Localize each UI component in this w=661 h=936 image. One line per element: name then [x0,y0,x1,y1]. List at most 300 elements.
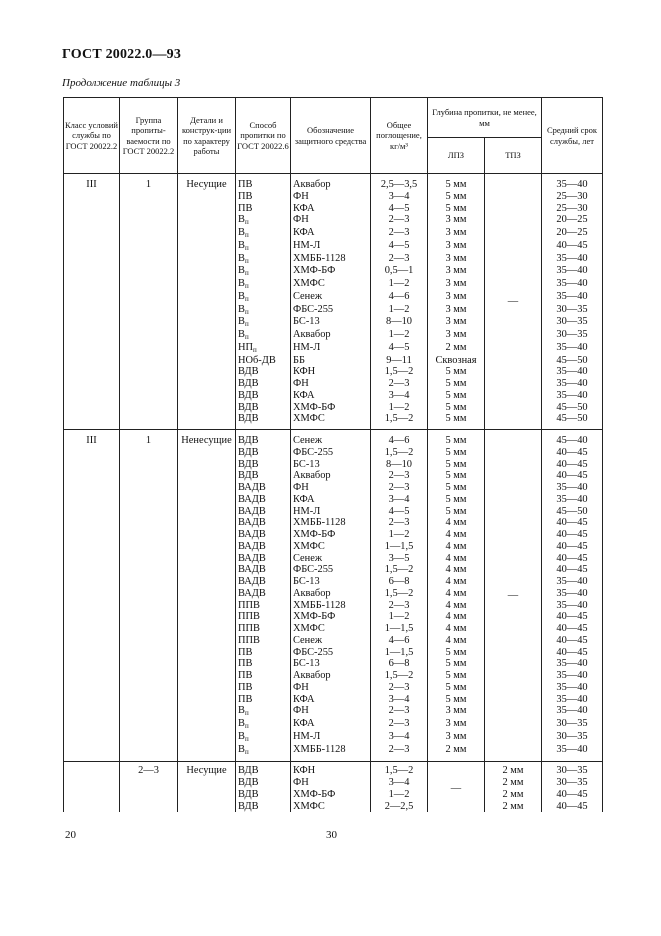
cell-lpz: 5 мм [428,402,485,414]
cell-agent: ФН [291,682,371,694]
table-header [64,98,603,174]
cell-method [236,329,291,342]
cell-agent: БС-13 [291,576,371,588]
cell-lpz: 5 мм [428,670,485,682]
cell-agent: ФН [291,777,371,789]
method-value: ПВ [238,681,253,693]
method-value: ВАДВ [238,540,266,552]
cell-agent: ХМФ-БФ [291,402,371,414]
cell-service-life: 35—40 [542,694,603,706]
cell-agent: НМ-Л [291,731,371,744]
cell-absorption: 1—2 [371,789,428,801]
col-header-depth: Глубина пропитки, не менее, мм [428,98,542,138]
cell-agent: БС-13 [291,316,371,329]
cell-service-life: 35—40 [542,658,603,670]
cell-service-life: 20—25 [542,227,603,240]
cell-method [236,265,291,278]
method-value: ВАДВ [238,482,266,493]
cell-method [236,191,291,203]
cell-lpz: 3 мм [428,214,485,227]
cell-agent: ХМФС [291,801,371,813]
cell-service-life: 40—45 [542,564,603,576]
cell-absorption: 3—4 [371,694,428,706]
cell-absorption: 1—2 [371,329,428,342]
cell-agent: КФА [291,227,371,240]
method-value: ВДВ [238,378,259,389]
method-value: ВАДВ [238,505,266,517]
method-value: ВДВ [238,401,259,413]
cell-lpz: 3 мм [428,278,485,291]
cell-agent: КФН [291,762,371,777]
cell-service-life: 30—35 [542,777,603,789]
cell-agent: ФН [291,378,371,390]
method-value: $НП_п$ [238,341,257,354]
cell-method [236,682,291,694]
table-body [64,174,603,813]
cell-service-life: 40—45 [542,801,603,813]
cell-method [236,355,291,367]
cell-method [236,529,291,541]
cell-lpz: 5 мм [428,647,485,659]
cell-agent: КФА [291,203,371,215]
cell-method [236,789,291,801]
cell-group: 1 [120,435,178,756]
cell-agent: Аквабор [291,588,371,600]
cell-lpz: 3 мм [428,329,485,342]
cell-lpz: 3 мм [428,731,485,744]
cell-lpz: 3 мм [428,718,485,731]
cell-agent: Аквабор [291,179,371,191]
cell-agent: ХМФ-БФ [291,789,371,801]
cell-method [236,647,291,659]
cell-method [236,517,291,529]
cell-agent: ФН [291,191,371,203]
table-row [64,762,603,777]
cell-service-life: 30—35 [542,718,603,731]
cell-tpz: 2 мм [485,789,542,801]
cell-agent: БС-13 [291,459,371,471]
cell-agent: ФБС-255 [291,447,371,459]
method-value: ППВ [238,599,260,611]
cell-lpz: 5 мм [428,413,485,425]
cell-absorption: 6—8 [371,576,428,588]
document-title: ГОСТ 20022.0—93 [62,47,182,62]
cell-method [236,705,291,718]
cell-method [236,390,291,402]
method-value: $В_п$ [238,316,249,329]
cell-service-life: 35—40 [542,705,603,718]
cell-agent: Аквабор [291,329,371,342]
impregnation-table [63,97,603,812]
cell-absorption: 1,5—2 [371,366,428,378]
cell-agent: ФБС-255 [291,647,371,659]
cell-agent: ХМФ-БФ [291,611,371,623]
cell-service-life: 35—40 [542,179,603,191]
cell-agent: ФН [291,705,371,718]
cell-absorption: 4—5 [371,240,428,253]
col-header-lpz: ЛПЗ [428,138,485,174]
cell-group: 1 [120,179,178,425]
cell-agent: ХМФС [291,413,371,425]
cell-service-life: 35—40 [542,682,603,694]
method-value: $В_п$ [238,239,249,252]
cell-absorption: 1—2 [371,529,428,541]
cell-absorption: 4—6 [371,435,428,447]
cell-service-life: 40—45 [542,647,603,659]
cell-absorption: 8—10 [371,316,428,329]
cell-method [236,553,291,565]
cell-service-life: 45—40 [542,435,603,447]
cell-method [236,227,291,240]
method-value: ВДВ [238,413,259,425]
cell-method [236,413,291,425]
method-value: ВАДВ [238,564,266,576]
cell-service-life: 45—50 [542,413,603,425]
cell-service-life: 25—30 [542,191,603,203]
cell-service-life: 35—40 [542,278,603,291]
method-value: ВДВ [238,389,259,401]
cell-lpz: 4 мм [428,588,485,600]
cell-method [236,576,291,588]
cell-method [236,744,291,757]
method-value: ППВ [238,623,260,634]
cell-method [236,731,291,744]
method-value: $В_п$ [238,718,249,730]
col-header-group: Группа пропиты-ваемости по ГОСТ 20022.2 [120,98,178,174]
cell-service-life: 40—45 [542,553,603,565]
cell-absorption: 4—6 [371,291,428,304]
cell-absorption: 3—4 [371,777,428,789]
cell-agent: Сенеж [291,635,371,647]
cell-class: III [64,435,120,756]
cell-method [236,470,291,482]
cell-lpz: 4 мм [428,623,485,635]
cell-method [236,378,291,390]
method-value: ВАДВ [238,517,266,529]
method-value: ВДВ [238,800,259,812]
cell-absorption: 0,5—1 [371,265,428,278]
cell-method [236,762,291,777]
table-row [64,435,603,447]
method-value: ВДВ [238,777,259,788]
cell-agent: ХМББ-1128 [291,744,371,757]
cell-lpz: 4 мм [428,576,485,588]
method-value: ВАДВ [238,552,266,564]
cell-lpz: 4 мм [428,529,485,541]
cell-service-life: 35—40 [542,576,603,588]
cell-absorption: 2—3 [371,682,428,694]
page-number-left: 20 [65,829,76,841]
cell-agent: ФН [291,214,371,227]
cell-service-life: 35—40 [542,291,603,304]
cell-agent: ББ [291,355,371,367]
cell-absorption: 3—4 [371,390,428,402]
table-row [64,179,603,191]
cell-absorption: 2—3 [371,482,428,494]
cell-service-life: 30—35 [542,762,603,777]
cell-service-life: 35—40 [542,744,603,757]
cell-absorption: 4—5 [371,342,428,355]
cell-lpz: 3 мм [428,227,485,240]
cell-lpz: Сквозная [428,355,485,367]
cell-absorption: 2—3 [371,705,428,718]
cell-absorption: 3—4 [371,731,428,744]
method-value: $В_п$ [238,705,249,718]
cell-method [236,342,291,355]
col-header-tpz: ТПЗ [485,138,542,174]
cell-lpz: 5 мм [428,447,485,459]
cell-service-life: 40—45 [542,459,603,471]
cell-service-life: 40—45 [542,789,603,801]
cell-service-life: 40—45 [542,470,603,482]
cell-absorption: 2,5—3,5 [371,179,428,191]
cell-service-life: 40—45 [542,611,603,623]
cell-absorption: 1,5—2 [371,588,428,600]
cell-method [236,494,291,506]
page-number-center: 30 [326,829,337,841]
cell-agent: КФА [291,494,371,506]
method-value: ВДВ [238,765,259,777]
cell-agent: КФА [291,718,371,731]
cell-lpz: 5 мм [428,506,485,518]
cell-service-life: 30—35 [542,329,603,342]
cell-lpz: 4 мм [428,553,485,565]
cell-agent: Сенеж [291,291,371,304]
cell-absorption: 3—4 [371,494,428,506]
col-header-service-life: Средний срок службы, лет [542,98,603,174]
cell-service-life: 35—40 [542,600,603,612]
method-value: ВДВ [238,788,259,800]
cell-lpz: 3 мм [428,240,485,253]
method-value: ПВ [238,658,253,670]
cell-class [64,762,120,813]
cell-service-life: 25—30 [542,203,603,215]
cell-lpz: 5 мм [428,366,485,378]
method-value: ВДВ [238,470,259,482]
cell-method [236,482,291,494]
cell-agent: НМ-Л [291,240,371,253]
cell-lpz: 5 мм [428,435,485,447]
cell-service-life: 40—45 [542,541,603,553]
cell-service-life: 30—35 [542,304,603,317]
cell-service-life: 35—40 [542,342,603,355]
method-value: ВДВ [238,446,259,458]
cell-absorption: 3—4 [371,191,428,203]
method-value: ВАДВ [238,587,266,599]
cell-method [236,541,291,553]
method-value: $В_п$ [238,227,249,239]
cell-agent: ХМФ-БФ [291,529,371,541]
cell-service-life: 35—40 [542,670,603,682]
cell-agent: КФА [291,390,371,402]
cell-agent: ХМФС [291,541,371,553]
cell-service-life: 35—40 [542,366,603,378]
cell-method [236,179,291,191]
col-header-absorption: Общее поглощение, кг/м³ [371,98,428,174]
cell-tpz: 2 мм [485,777,542,789]
cell-service-life: 40—45 [542,447,603,459]
cell-lpz: 3 мм [428,705,485,718]
method-value: $В_п$ [238,278,249,290]
cell-service-life: 40—45 [542,635,603,647]
cell-agent: ФБС-255 [291,304,371,317]
cell-lpz: 5 мм [428,179,485,191]
cell-service-life: 35—40 [542,253,603,266]
cell-method [236,670,291,682]
cell-method [236,291,291,304]
cell-method [236,447,291,459]
cell-lpz: 4 мм [428,517,485,529]
cell-method [236,635,291,647]
cell-lpz: 3 мм [428,316,485,329]
cell-method [236,240,291,253]
cell-agent: ХМФ-БФ [291,265,371,278]
cell-lpz: 5 мм [428,191,485,203]
cell-lpz: 5 мм [428,390,485,402]
cell-absorption: 4—5 [371,203,428,215]
method-value: $В_п$ [238,743,249,756]
cell-lpz: — [428,762,485,813]
cell-lpz: 2 мм [428,744,485,757]
col-header-parts: Детали и конструк-ции по характеру работы [178,98,236,174]
cell-absorption: 1—1,5 [371,623,428,635]
cell-agent: Аквабор [291,670,371,682]
cell-absorption: 2—3 [371,517,428,529]
cell-absorption: 2—3 [371,470,428,482]
cell-service-life: 30—35 [542,731,603,744]
cell-absorption: 2—3 [371,744,428,757]
cell-tpz: 2 мм [485,762,542,777]
cell-method [236,718,291,731]
method-value: ППВ [238,634,260,646]
cell-agent: Аквабор [291,470,371,482]
cell-method [236,402,291,414]
method-value: ППВ [238,611,260,623]
cell-method [236,801,291,813]
cell-agent: НМ-Л [291,506,371,518]
cell-method [236,214,291,227]
cell-agent: ФБС-255 [291,564,371,576]
cell-absorption: 1—2 [371,402,428,414]
cell-service-life: 30—35 [542,316,603,329]
cell-absorption: 1,5—2 [371,564,428,576]
cell-absorption: 6—8 [371,658,428,670]
cell-service-life: 35—40 [542,390,603,402]
method-value: ВАДВ [238,529,266,540]
method-value: $В_п$ [238,214,249,227]
cell-method [236,435,291,447]
cell-method [236,506,291,518]
cell-absorption: 4—5 [371,506,428,518]
cell-absorption: 2—3 [371,214,428,227]
cell-absorption: 2—3 [371,600,428,612]
cell-service-life: 45—50 [542,506,603,518]
cell-service-life: 35—40 [542,482,603,494]
cell-agent: КФА [291,694,371,706]
cell-agent: Сенеж [291,553,371,565]
cell-lpz: 5 мм [428,203,485,215]
cell-tpz: — [485,179,542,425]
cell-lpz: 5 мм [428,470,485,482]
col-header-method: Способ пропитки по ГОСТ 20022.6 [236,98,291,174]
method-value: $В_п$ [238,252,249,265]
cell-agent: ФН [291,482,371,494]
cell-absorption: 2—3 [371,227,428,240]
cell-method [236,459,291,471]
method-value: $В_п$ [238,290,249,303]
cell-method [236,253,291,266]
cell-method [236,304,291,317]
cell-parts: Несущие [178,179,236,425]
cell-method [236,623,291,635]
cell-agent: ХМФС [291,623,371,635]
method-value: ПВ [238,670,253,681]
cell-lpz: 3 мм [428,265,485,278]
cell-method [236,658,291,670]
cell-lpz: 5 мм [428,482,485,494]
cell-absorption: 8—10 [371,459,428,471]
cell-method [236,278,291,291]
method-value: ВДВ [238,366,259,378]
cell-absorption: 2—3 [371,718,428,731]
cell-lpz: 4 мм [428,611,485,623]
cell-lpz: 5 мм [428,694,485,706]
cell-tpz: — [485,435,542,756]
cell-lpz: 5 мм [428,682,485,694]
cell-absorption: 1,5—2 [371,762,428,777]
method-value: $В_п$ [238,730,249,743]
method-value: НОб-ДВ [238,354,276,366]
cell-method [236,203,291,215]
cell-absorption: 1,5—2 [371,447,428,459]
cell-absorption: 2—2,5 [371,801,428,813]
cell-method [236,777,291,789]
cell-method [236,564,291,576]
cell-service-life: 35—40 [542,265,603,278]
table-continuation-caption: Продолжение таблицы 3 [62,77,181,89]
cell-service-life: 45—50 [542,402,603,414]
cell-absorption: 2—3 [371,378,428,390]
cell-absorption: 4—6 [371,635,428,647]
method-value: ПВ [238,202,253,214]
cell-group: 2—3 [120,762,178,813]
cell-service-life: 40—45 [542,517,603,529]
method-value: $В_п$ [238,329,249,341]
cell-parts: Ненесущие [178,435,236,756]
cell-absorption: 1—2 [371,278,428,291]
cell-method [236,611,291,623]
cell-agent: ХМББ-1128 [291,600,371,612]
cell-method [236,366,291,378]
cell-agent: ХМББ-1128 [291,253,371,266]
cell-lpz: 4 мм [428,564,485,576]
cell-lpz: 4 мм [428,541,485,553]
cell-method [236,694,291,706]
cell-lpz: 5 мм [428,658,485,670]
cell-absorption: 9—11 [371,355,428,367]
method-value: ПВ [238,646,253,658]
cell-lpz: 5 мм [428,378,485,390]
cell-service-life: 35—40 [542,494,603,506]
cell-service-life: 45—50 [542,355,603,367]
cell-absorption: 2—3 [371,253,428,266]
cell-agent: БС-13 [291,658,371,670]
cell-absorption: 1—2 [371,304,428,317]
method-value: ВАДВ [238,493,266,505]
cell-absorption: 1,5—2 [371,670,428,682]
method-value: $В_п$ [238,265,249,278]
cell-lpz: 3 мм [428,304,485,317]
